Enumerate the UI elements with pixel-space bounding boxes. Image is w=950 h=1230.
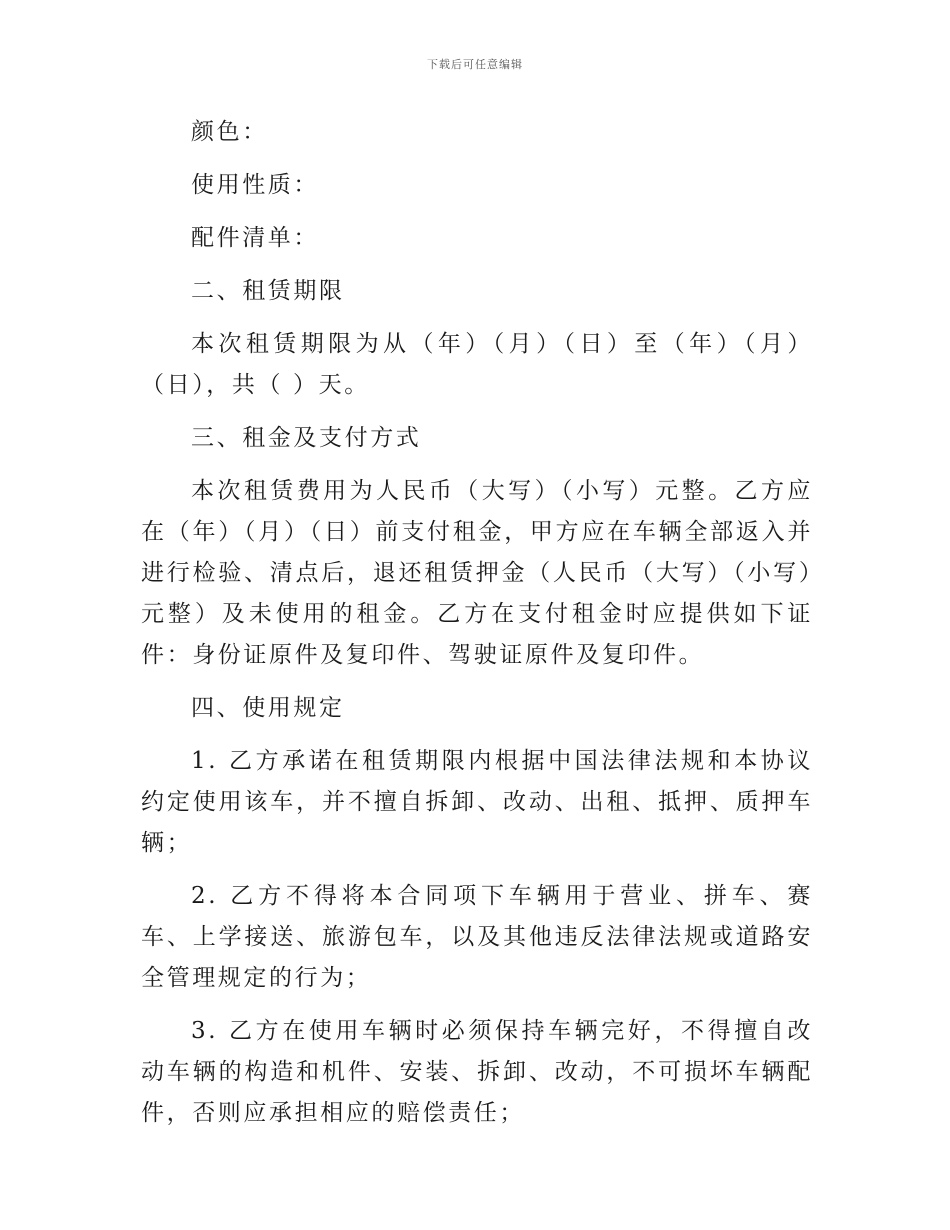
rule-item-3: 3. 乙方在使用车辆时必须保持车辆完好，不得擅自改动车辆的构造和机件、安装、拆卸、改动，不可损坏车辆配件，否则应承担相应的赔偿责任； <box>141 1018 813 1126</box>
field-accessory-list: 配件清单： <box>191 225 319 251</box>
section-heading-lease-term: 二、租赁期限 <box>191 278 345 304</box>
document-body <box>141 112 813 1146</box>
field-usage-nature: 使用性质： <box>191 172 319 198</box>
page-header: 下载后可任意编辑 <box>427 58 523 71</box>
field-color: 颜色： <box>191 119 268 145</box>
section-heading-usage-rules: 四、使用规定 <box>191 695 345 721</box>
section-heading-rent-payment: 三、租金及支付方式 <box>191 425 422 451</box>
rule-item-2: 2. 乙方不得将本合同项下车辆用于营业、拼车、赛车、上学接送、旅游包车，以及其他违反法律法规或道路安全管理规定的行为； <box>141 883 813 991</box>
paragraph-rent-payment: 本次租赁费用为人民币（大写）（小写）元整。乙方应在（年）（月）（日）前支付租金，甲方应在车辆全部返入并进行检验、清点后，退还租赁押金（人民币（大写）（小写）元整）及未使用的租金。乙方在支付租金时应提供如下证件：身份证原件及复印件、驾驶证原件及复印件。 <box>141 478 813 668</box>
rule-item-1: 1. 乙方承诺在租赁期限内根据中国法律法规和本协议约定使用该车，并不擅自拆卸、改动、出租、抵押、质押车辆； <box>141 748 813 856</box>
paragraph-lease-term: 本次租赁期限为从（年）（月）（日）至（年）（月）（日），共（ ）天。 <box>141 331 813 398</box>
